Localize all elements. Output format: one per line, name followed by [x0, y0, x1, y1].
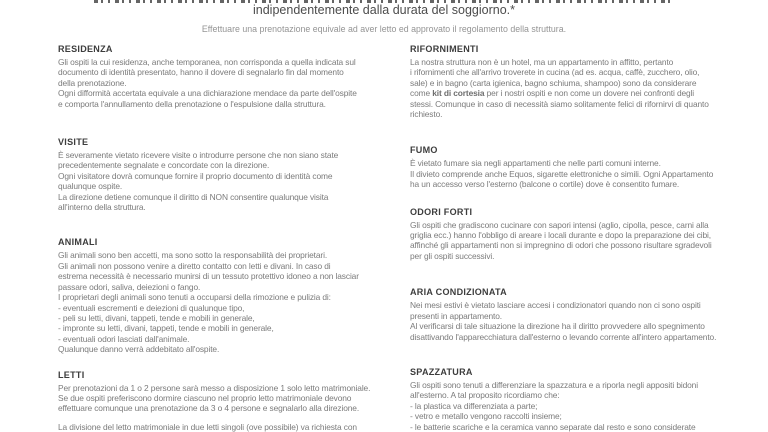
section-heading: VISITE: [58, 137, 89, 149]
text-line: come kit di cortesia per i nostri ospiti e non come un dovere nei confronti degli: [410, 88, 695, 99]
text-line: - impronte su letti, divani, tappeti, tende e mobili in generale,: [58, 323, 274, 334]
text-line: Ogni visitatore dovrà comunque fornire il proprio documento di identità come: [58, 170, 333, 181]
text-line: griglia ecc.) hanno l'obbligo di areare i locali durante e dopo la preparazione dei cibi,: [410, 230, 711, 241]
text-line: presenti in appartamento.: [410, 310, 502, 321]
text-line: La divisione del letto matrimoniale in due letti singoli (ove possibile) va richiesta con: [58, 421, 357, 432]
rule-section: [410, 287, 760, 342]
section-heading: ANIMALI: [58, 237, 98, 249]
text-line: Se due ospiti preferiscono dormire ciascuno nel proprio letto matrimoniale devono: [58, 392, 352, 403]
intro-title-line: indipendentemente dalla durata del soggiorno.*: [253, 3, 515, 17]
section-paragraph: [410, 158, 760, 189]
rule-section: [410, 44, 760, 119]
rule-section: [410, 367, 760, 432]
section-heading: RESIDENZA: [58, 44, 113, 55]
rule-section: [58, 237, 400, 354]
section-paragraph: [410, 300, 760, 342]
section-paragraph: [58, 422, 400, 432]
text-line: all'interno della struttura.: [58, 202, 146, 213]
rule-section: [410, 207, 760, 262]
text-line: È vietato fumare sia negli appartamenti che nelle parti comuni interne.: [410, 158, 661, 169]
section-heading: ARIA CONDIZIONATA: [410, 287, 507, 299]
text-line: ha un accesso verso l'esterno (balcone o cortile) dove è consentito fumare.: [410, 179, 680, 190]
text-line: - vetro e metallo vengono raccolti insieme;: [410, 411, 562, 422]
text-line: - peli su letti, divani, tappeti, tende e mobili in generale,: [58, 312, 255, 323]
text-line: qualunque ospite.: [58, 181, 123, 192]
rule-section: [410, 145, 760, 189]
text-line: La nostra struttura non è un hotel, ma un appartamento in affitto, pertanto: [410, 57, 674, 67]
text-line: Il divieto comprende anche Equos, sigarette elettroniche o simili. Ogni Appartamento: [410, 168, 714, 179]
rule-section: [58, 370, 400, 432]
text-line: Nei mesi estivi è vietato lasciare accesi i condizionatori quando non ci sono ospiti: [410, 300, 701, 311]
text-line: richiesto.: [410, 109, 443, 120]
text-line: - eventuali odori lasciati dall'animale.: [58, 333, 190, 344]
rules-column-right: [410, 44, 760, 432]
text-line: - le batterie scariche e la ceramica vanno separate dal resto e sono considerate: [410, 421, 696, 432]
section-paragraph: [58, 150, 400, 212]
rules-column-left: [58, 44, 400, 432]
text-line: Ogni difformità accertata equivale a una dichiarazione mendace da parte dell'ospite: [58, 88, 357, 99]
text-line: documento di identità presentato, hanno il dovere di segnalarlo fin dal momento: [58, 67, 344, 78]
text-line: Gli animali sono ben accetti, ma sono sotto la responsabilità dei proprietari.: [58, 250, 328, 261]
text-line: della prenotazione.: [58, 77, 127, 88]
section-heading: ODORI FORTI: [410, 206, 473, 218]
intro-subtitle: Effettuare una prenotazione equivale ad aver letto ed approvato il regolamento della struttura.: [201, 24, 567, 34]
rule-section: [58, 137, 400, 212]
text-line: È severamente vietato ricevere visite o introdurre persone che non siano state: [58, 150, 339, 161]
text-line: all'esterno. A tal proposito ricordiamo che:: [410, 390, 560, 401]
text-line: Per prenotazioni da 1 o 2 persone sarà messo a disposizione 1 solo letto matrimoniale.: [58, 382, 371, 393]
text-line: Gli ospiti la cui residenza, anche temporanea, non corrisponda a quella indicata sul: [58, 57, 356, 67]
text-line: Qualunque danno verrà addebitato all'ospite.: [58, 344, 220, 355]
text-line: Gli ospiti che gradiscono cucinare con sapori intensi (aglio, cipolla, pesce, carni alla: [410, 219, 709, 230]
section-paragraph: [410, 380, 760, 432]
section-heading: LETTI: [58, 369, 85, 381]
section-paragraph: [58, 383, 400, 414]
text-line: effettuare comunque una prenotazione da 3 o 4 persone e segnalarlo alla direzione.: [58, 403, 360, 414]
text-line: disattivando l'apparecchiatura dall'esterno o levando corrente all'intero appartamento.: [410, 331, 717, 342]
text-line: e comporta l'annullamento della prenotazione o l'espulsione dalla struttura.: [58, 98, 326, 109]
text-line: sale) e in bagno (carta igienica, bagno schiuma, shampoo) sono da considerare: [410, 77, 697, 88]
text-line: Gli ospiti sono tenuti a differenziare la spazzatura e a riporla negli appositi bidoni: [410, 379, 698, 390]
text-line: i rifornimenti che all'arrivo troverete in cucina (ad es. acqua, caffè, zucchero, olio,: [410, 67, 700, 78]
text-line: per gli ospiti successivi.: [410, 250, 495, 261]
text-line: - la plastica va differenziata a parte;: [410, 400, 538, 411]
section-paragraph: [410, 57, 760, 119]
text-line: estrema necessità è necessario munirsi di un tessuto protettivo idoneo a non lasciar: [58, 271, 359, 282]
section-heading: SPAZZATURA: [410, 366, 473, 378]
text-line: precedentemente segnalate e concordate con la direzione.: [58, 160, 270, 171]
section-paragraph: [58, 57, 400, 109]
text-line: Al verificarsi di tale situazione la direzione ha il diritto provvedere allo spegnimento: [410, 321, 705, 332]
text-line: I proprietari degli animali sono tenuti a occuparsi della rimozione e pulizia di:: [58, 292, 331, 303]
section-heading: FUMO: [410, 145, 438, 157]
section-paragraph: [58, 250, 400, 354]
rule-section: [58, 44, 400, 109]
text-line: affinché gli appartamenti non si impregnino di odori che possono risultare sgradevoli: [410, 240, 712, 251]
text-line: La direzione detiene comunque il diritto di NON consentire qualunque visita: [58, 191, 329, 202]
text-line: passare odori, saliva, deiezioni o fango.: [58, 281, 201, 292]
text-line: - eventuali escrementi e deiezioni di qualunque tipo,: [58, 302, 245, 313]
section-heading: RIFORNIMENTI: [410, 44, 479, 55]
section-paragraph: [410, 220, 760, 262]
text-line: stessi. Comunque in caso di necessità siamo solitamente felici di rifornirvi di quanto: [410, 98, 709, 109]
text-line: Gli animali non possono venire a diretto contatto con letti e divani. In caso di: [58, 260, 331, 271]
